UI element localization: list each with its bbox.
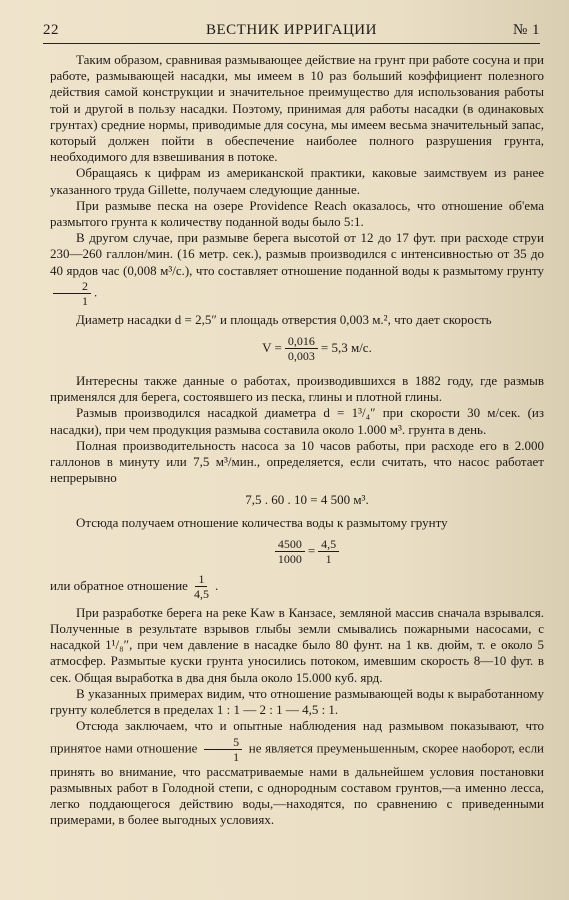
paragraph: При размыве песка на озере Providence Reach оказалось, что отношение об'ема размытого грунта к количеству поданной воды было 5:1. [50, 197, 544, 230]
paragraph: При разработке берега на реке Kaw в Канзасе, земляной массив сначала взрывался. Полученные в результате взрывов глыбы земли смывались пожарными насосами, с насадкой 1¹/₈″, при чем давление в насадке было 80 фунт. на 1 кв. дюйм, т. е около 5 атмосфер. Размытые куски грунта уносились потоком, имевшим скорость 8—10 фут. в сек. Общая выработка в два дня была около 15.000 куб. ярд. [50, 604, 544, 685]
paragraph-text: В другом случае, при размыве берега высотой от 12 до 17 фут. при расходе струи 230—260 галлон/мин. (16 метр. сек.), размыв производился с интенсивностью от 35 до 40 ярдов час (0,008 м³/с.), что составляет отношение поданной воды к размытому грунту [50, 230, 544, 278]
article-body [50, 52, 544, 828]
paragraph: Отсюда заключаем, что и опытные наблюдения над размывом показывают, что принятое нами отношение $\frac{5}{1}$ не является преуменьшенным, скорее наоборот, если принять во внимание, что рассматриваемые нами в дальнейшем условия постановки размывных работ в Голодной степи, с однородным составом грунтов,—а именно лесса, легко поддающегося действию воды,—находятся, по сравнению с приведенными примерами, в более выгодных условиях. [50, 718, 545, 828]
ratio-formula: $\frac{4500}{1000}$ = $\frac{4,5}{1}$ [50, 537, 544, 566]
paragraph: Таким образом, сравнивая размывающее действие на грунт при работе сосуна и при работе, размывающей насадки, мы имеем в 10 раз больший коэффициент полезного действия самой конструкции и значительное преимущество для использования работы той и другой в пользу насадки. Поэтому, принимая для работы насадки (в одинаковых грунтах) средние нормы, приводимые для сосуна, мы имеем весьма значительный запас, который должен пойти в обеспечение наиболее полного разрушения грунта, необходимого для взвешивания в потоке. [50, 52, 544, 165]
formula-fraction: $\frac{4,5}{1}$ [318, 537, 339, 566]
paragraph: Отсюда получаем отношение количества воды к размытому грунту [76, 514, 448, 530]
page-number: 22 [43, 22, 59, 38]
inline-fraction: $\frac{1}{4,5}$ [193, 571, 209, 601]
formula-fraction: $\frac{4500}{1000}$ [275, 537, 305, 566]
paragraph: Диаметр насадки d = 2,5″ и площадь отверстия 0,003 м.², что дает скорость [76, 311, 492, 327]
paragraph: В другом случае, при размыве берега высотой от 12 до 17 фут. при расходе струи 230—260 галлон/мин. (16 метр. сек.), размыв производился с интенсивностью от 35 до 40 ярдов час (0,008 м³/с.), что составляет отношение поданной воды к размытому грунту $\frac{2}{1}$ . [50, 230, 544, 308]
inverse-ratio-line: или обратное отношение $\frac{1}{4,5}$ . [50, 571, 219, 601]
journal-title: ВЕСТНИК ИРРИГАЦИИ [206, 22, 377, 38]
paragraph: Размыв производился насадкой диаметра d = 1³/₄″ при скорости 30 м/сек. (из насадки), при чем продукция размыва составила около 1.000 м³. грунта в день. [50, 405, 544, 437]
production-formula: 7,5 . 60 . 10 = 4 500 м³. [245, 492, 369, 508]
header-rule [43, 43, 540, 44]
paragraph: В указанных примерах видим, что отношение размывающей воды к выработанному грунту колеблется в пределах 1 : 1 — 2 : 1 — 4,5 : 1. [50, 685, 544, 718]
paragraph: Обращаясь к цифрам из американской практики, каковые заимствуем из ранее указанного труда Gillette, получаем следующие данные. [50, 165, 544, 197]
formula-fraction: $\frac{0,016}{0,003}$ [285, 334, 318, 363]
issue-number: № 1 [512, 22, 540, 38]
paragraph: Полная производительность насоса за 10 часов работы, при расходе его в 2.000 галлонов в минуту или 7,5 м³/мин., определяется, если считать, что насос работает непрерывно [50, 437, 544, 486]
velocity-formula: V = $\frac{0,016}{0,003}$ = 5,3 м/с. [262, 334, 372, 364]
inline-fraction: $\frac{5}{1}$ [204, 735, 242, 764]
inline-fraction: $\frac{2}{1}$ [53, 279, 91, 308]
paragraph: Интересны также данные о работах, производившихся в 1882 году, где размыв применялся для берега, состоявшего из песка, глины и плотной глины. [50, 373, 544, 405]
